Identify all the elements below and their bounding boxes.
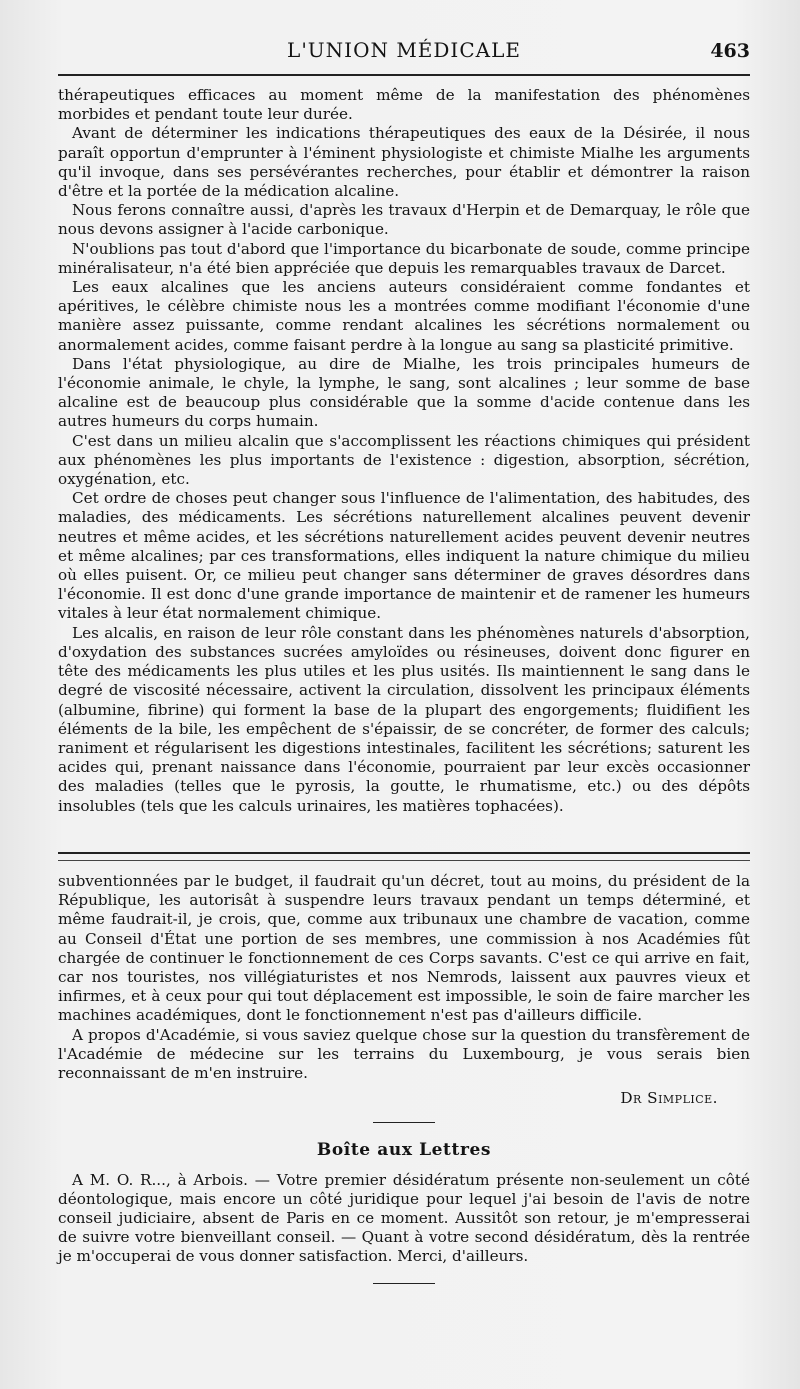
running-head [58, 38, 750, 68]
letter-text: à Arbois. — Votre premier désidératum présente non-seulement un côté déontologique, mais encore un côté juridique pour lequel j'ai besoin de l'avis de notre conseil judiciaire, absent de Paris en ce moment. Aussitôt son retour, je m'empresserai de suivre votre bienveillant conseil. — Quant à votre second désidératum, dès la rentrée je m'occuperai de vous donner satisfaction. Merci, d'ailleurs. [58, 1170, 750, 1266]
feuilleton-body [58, 872, 750, 1302]
paragraph: Nous ferons connaître aussi, d'après les travaux d'Herpin et de Demarquay, le rôle que nous devons assigner à l'acide carbonique. [58, 201, 750, 239]
article-body [58, 86, 750, 816]
paragraph: Les alcalis, en raison de leur rôle constant dans les phénomènes naturels d'absorption, d'oxydation des substances sucrées amyloïdes ou résineuses, doivent donc figurer en tête des médicaments les plus utiles et les plus usités. Ils maintiennent le sang dans le degré de viscosité nécessaire, activent la circulation, dissolvent les principaux éléments (albumine, fibrine) qui forment la base de la plupart des engorgements; fluidifient les éléments de la bile, les empêchent de s'épaissir, de se concréter, de former des calculs; raniment et régularisent les digestions intestinales, facilitent les sécrétions; saturent les acides qui, prenant naissance dans l'économie, pourraient par leur excès occasionner des maladies (telles que le pyrosis, la goutte, le rhumatisme, etc.) ou des dépôts insolubles (tels que les calculs urinaires, les matières tophacées). [58, 623, 750, 815]
paragraph: C'est dans un milieu alcalin que s'accomplissent les réactions chimiques qui président aux phénomènes les plus importants de l'existence : digestion, absorption, sécrétion, oxygénation, etc. [58, 431, 750, 489]
journal-title: L'UNION MÉDICALE [287, 38, 521, 62]
page-number: 463 [710, 40, 750, 62]
short-divider [373, 1122, 435, 1123]
letter-paragraph [58, 1171, 750, 1267]
paragraph: Cet ordre de choses peut changer sous l'influence de l'alimentation, des habitudes, des maladies, des médicaments. Les sécrétions naturellement alcalines peuvent devenir neutres et même acides, et les sécrétions naturellement acides peuvent devenir neutres et même alcalines; par ces transformations, elles indiquent la nature chimique du milieu où elles puisent. Or, ce milieu peut changer sans déterminer de graves désordres dans l'économie. Il est donc d'une grande importance de maintenir et de ramener les humeurs vitales à leur état normalement chimique. [58, 489, 750, 623]
end-divider [373, 1283, 435, 1284]
paragraph: Les eaux alcalines que les anciens auteurs considéraient comme fondantes et apéritives, le célèbre chimiste nous les a montrées comme modifiant l'économie d'une manière assez puissante, comme rendant alcalines les sécrétions normalement ou anormalement acides, comme faisant perdre à la longue au sang sa plasticité primitive. [58, 278, 750, 354]
author-signature: Dr Simplice. [620, 1089, 718, 1108]
paragraph: N'oublions pas tout d'abord que l'importance du bicarbonate de soude, comme principe minéralisateur, n'a été bien appréciée que depuis les remarquables travaux de Darcet. [58, 239, 750, 277]
paragraph: Avant de déterminer les indications thérapeutiques des eaux de la Désirée, il nous paraît opportun d'emprunter à l'éminent physiologiste et chimiste Mialhe les arguments qu'il invoque, dans ses persévérantes recherches, pour établir et démontrer la raison d'être et la portée de la médication alcaline. [58, 124, 750, 201]
paragraph: Dans l'état physiologique, au dire de Mialhe, les trois principales humeurs de l'économie animale, le chyle, la lymphe, le sang, sont alcalines ; leur somme de base alcaline est de beaucoup plus considérable que la somme d'acide contenue dans les autres humeurs du corps humain. [58, 354, 750, 431]
paragraph: thérapeutiques efficaces au moment même de la manifestation des phénomènes morbides et pendant toute leur durée. [58, 86, 750, 124]
letter-recipient: A M. O. R..., [72, 1170, 171, 1189]
header-rule [58, 74, 750, 76]
paragraph: subventionnées par le budget, il faudrait qu'un décret, tout au moins, du président de la République, les autorisât à suspendre leurs travaux pendant un temps déterminé, et même faudrait-il, je crois, que, comme aux tribunaux une chambre de vacation, comme au Conseil d'État une portion de ses membres, une commission à nos Académies fût chargée de continuer le fonctionnement de ces Corps savants. C'est ce qui arrive en fait, car nos touristes, nos villégiaturistes et nos Nemrods, laissent aux pauvres vieux et infirmes, et à ceux pour qui tout déplacement est impossible, le soin de faire marcher les machines académiques, dont le fonctionnement n'est pas d'ailleurs difficile. [58, 872, 750, 1025]
section-divider [58, 852, 750, 861]
letters-heading: Boîte aux Lettres [316, 1140, 492, 1161]
paragraph: A propos d'Académie, si vous saviez quelque chose sur la question du transfèrement de l'Académie de médecine sur les terrains du Luxembourg, je vous serais bien reconnaissant de m'en instruire. [58, 1025, 750, 1083]
